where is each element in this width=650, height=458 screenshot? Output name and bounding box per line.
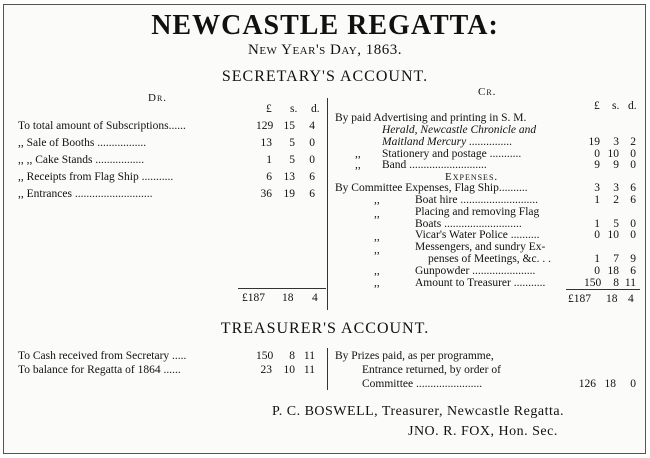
debit-total-shillings: 18 — [282, 292, 294, 304]
treasurer-debit-pence: 11 — [303, 350, 315, 362]
expense-row-shillings: 5 — [613, 218, 619, 230]
expense-row-label: Gunpowder ...................... — [415, 265, 536, 277]
debit-total-pence: 4 — [312, 292, 318, 304]
credit-row-prefix: ,, — [355, 159, 361, 171]
document-title: NEWCASTLE REGATTA: — [151, 10, 499, 41]
document-subtitle: New Year's Day, 1863. — [248, 42, 402, 58]
treasurer-credit-pounds: 126 — [578, 378, 596, 390]
expense-row-shillings: 8 — [613, 277, 619, 289]
secretary-signature: JNO. R. FOX, Hon. Sec. — [408, 424, 558, 439]
credit-row-shillings: 9 — [613, 159, 619, 171]
debit-row-label: ,, Sale of Booths ................. — [18, 137, 147, 149]
treasurer-debit-label: To Cash received from Secretary ..... — [18, 350, 187, 362]
expense-row-label: Messengers, and sundry Ex- — [415, 241, 546, 253]
debit-currency-pence: d. — [311, 103, 320, 115]
treasurer-debit-pence: 11 — [303, 364, 315, 376]
debit-row-pounds: 36 — [260, 188, 272, 200]
credit-currency-pence: d. — [628, 100, 637, 112]
credit-total-rule — [566, 289, 640, 290]
expense-row-pounds: 1 — [594, 194, 600, 206]
credit-row-pence: 2 — [630, 136, 636, 148]
expense-row-label: Boats ........................... — [415, 218, 522, 230]
debit-row-label: ,, ,, Cake Stands ................. — [18, 154, 145, 166]
expense-row-shillings: 18 — [607, 265, 619, 277]
expense-row-label: Amount to Treasurer ........... — [415, 277, 546, 289]
treasurer-debit-pounds: 23 — [260, 364, 272, 376]
expense-row-shillings: 2 — [613, 194, 619, 206]
expense-row-pence: 9 — [630, 253, 636, 265]
credit-row-label: Maitland Mercury ............... — [382, 136, 513, 148]
expenses-heading: Expenses. — [445, 171, 499, 183]
treasurer-credit-pence: 0 — [630, 378, 636, 390]
credit-row-label: Stationery and postage ........... — [382, 148, 522, 160]
credit-currency-pound: £ — [594, 100, 600, 112]
expense-row-pence: 6 — [630, 194, 636, 206]
credit-total-pence: 4 — [628, 293, 634, 305]
debit-row-pence: 6 — [309, 188, 315, 200]
debit-row-pounds: 13 — [260, 137, 272, 149]
credit-total-pounds: £187 — [568, 293, 591, 305]
expense-row-prefix: ,, — [374, 194, 380, 206]
credit-row-pence: 0 — [630, 148, 636, 160]
debit-row-shillings: 13 — [283, 171, 295, 183]
credit-row-shillings: 3 — [613, 136, 619, 148]
debit-total-rule — [238, 288, 326, 289]
treasurer-credit-label: Committee ....................... — [362, 378, 483, 390]
debit-currency-shilling: s. — [290, 103, 298, 115]
credit-total-shillings: 18 — [606, 293, 618, 305]
debit-row-shillings: 5 — [289, 137, 295, 149]
treasurer-signature: P. C. BOSWELL, Treasurer, Newcastle Regatta. — [272, 404, 565, 419]
debit-row-pence: 4 — [309, 120, 315, 132]
expense-row-pence: 6 — [630, 182, 636, 194]
debit-row-pounds: 6 — [266, 171, 272, 183]
treasurer-divider — [327, 348, 328, 390]
debit-row-label: ,, Receipts from Flag Ship ........... — [18, 171, 174, 183]
credit-row-label: By paid Advertising and printing in S. M. — [335, 112, 527, 124]
expense-row-shillings: 3 — [613, 182, 619, 194]
treasurer-credit-shillings: 18 — [604, 378, 616, 390]
credit-row-pounds: 19 — [588, 136, 600, 148]
cr-label: Cr. — [478, 86, 497, 98]
debit-row-label: To total amount of Subscriptions...... — [18, 120, 186, 132]
debit-row-shillings: 5 — [289, 154, 295, 166]
expense-row-pounds: 1 — [594, 253, 600, 265]
expense-row-pounds: 0 — [594, 229, 600, 241]
expense-row-shillings: 10 — [607, 229, 619, 241]
expense-row-prefix: ,, — [374, 244, 380, 256]
treasurer-account-heading: TREASURER'S ACCOUNT. — [220, 320, 430, 337]
dr-label: Dr. — [148, 92, 168, 104]
debit-row-pence: 6 — [309, 171, 315, 183]
credit-currency-shilling: s. — [612, 100, 620, 112]
expense-row-prefix: ,, — [374, 208, 380, 220]
expense-row-label: penses of Meetings, &c. . . — [428, 253, 551, 265]
treasurer-credit-label: By Prizes paid, as per programme, — [335, 350, 494, 362]
debit-currency-pound: £ — [266, 103, 272, 115]
expense-row-label: Vicar's Water Police .......... — [415, 229, 540, 241]
credit-row-label: Band ........................... — [382, 159, 487, 171]
expense-row-pounds: 0 — [594, 265, 600, 277]
expense-row-shillings: 7 — [613, 253, 619, 265]
expense-row-pence: 11 — [624, 277, 636, 289]
credit-row-shillings: 10 — [607, 148, 619, 160]
debit-row-label: ,, Entrances ........................... — [18, 188, 153, 200]
credit-row-pounds: 9 — [594, 159, 600, 171]
expense-row-pounds: 3 — [594, 182, 600, 194]
expense-row-pence: 0 — [630, 218, 636, 230]
debit-row-pence: 0 — [309, 154, 315, 166]
expense-row-label: By Committee Expenses, Flag Ship.......... — [335, 182, 528, 194]
credit-row-label: Herald, Newcastle Chronicle and — [382, 124, 537, 136]
treasurer-debit-shillings: 10 — [283, 364, 295, 376]
debit-row-shillings: 19 — [283, 188, 295, 200]
debit-row-pence: 0 — [309, 137, 315, 149]
expense-row-prefix: ,, — [374, 277, 380, 289]
treasurer-credit-label: Entrance returned, by order of — [362, 364, 501, 376]
debit-total-pounds: £187 — [242, 292, 265, 304]
credit-row-pence: 0 — [630, 159, 636, 171]
credit-row-prefix: ,, — [355, 148, 361, 160]
treasurer-debit-shillings: 8 — [289, 350, 295, 362]
expense-row-prefix: ,, — [374, 265, 380, 277]
expense-row-label: Boat hire ........................... — [415, 194, 538, 206]
expense-row-pounds: 1 — [594, 218, 600, 230]
expense-row-label: Placing and removing Flag — [415, 206, 540, 218]
expense-row-pounds: 150 — [584, 277, 602, 289]
expense-row-prefix: ,, — [374, 231, 380, 243]
debit-row-pounds: 1 — [266, 154, 272, 166]
debit-row-shillings: 15 — [283, 120, 295, 132]
credit-row-pounds: 0 — [594, 148, 600, 160]
treasurer-debit-label: To balance for Regatta of 1864 ...... — [18, 364, 181, 376]
debit-row-pounds: 129 — [256, 120, 274, 132]
treasurer-debit-pounds: 150 — [256, 350, 274, 362]
secretary-account-heading: SECRETARY'S ACCOUNT. — [221, 68, 429, 85]
expense-row-pence: 6 — [630, 265, 636, 277]
expense-row-pence: 0 — [630, 229, 636, 241]
secretary-divider — [327, 98, 328, 310]
